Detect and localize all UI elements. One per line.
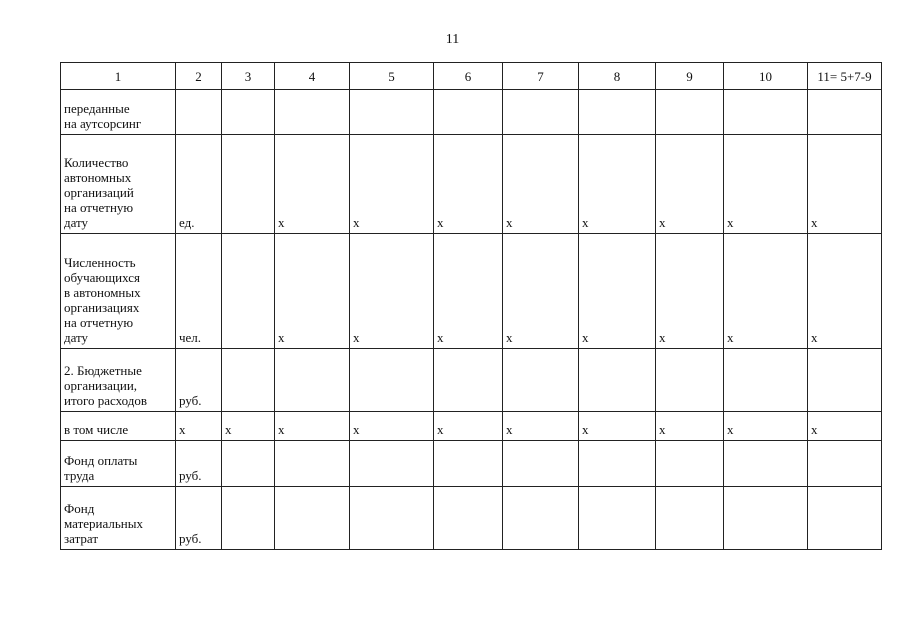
table-row	[61, 349, 882, 412]
report-table	[60, 62, 882, 550]
table-cell	[656, 441, 724, 487]
table-cell	[222, 234, 275, 349]
col-header: 8	[579, 63, 656, 90]
table-cell	[724, 441, 808, 487]
table-cell: x	[808, 135, 882, 234]
col-header: 2	[176, 63, 222, 90]
table-cell	[434, 487, 503, 550]
table-cell	[222, 349, 275, 412]
table-cell	[350, 90, 434, 135]
table-cell: x	[579, 412, 656, 441]
table-cell	[222, 487, 275, 550]
table-cell	[275, 90, 350, 135]
col-header: 9	[656, 63, 724, 90]
table-cell	[434, 441, 503, 487]
row-label: Количество автономных организаций на отчетную дату	[61, 135, 176, 234]
table-cell: x	[503, 135, 579, 234]
table-cell: x	[176, 412, 222, 441]
table-cell: x	[222, 412, 275, 441]
table-cell: x	[275, 234, 350, 349]
table-body	[61, 90, 882, 550]
table-cell: руб.	[176, 441, 222, 487]
table-cell: x	[350, 412, 434, 441]
row-label: в том числе	[61, 412, 176, 441]
table-cell: x	[434, 234, 503, 349]
table-cell: x	[503, 412, 579, 441]
row-label: переданные на аутсорсинг	[61, 90, 176, 135]
table-cell	[275, 349, 350, 412]
col-header: 7	[503, 63, 579, 90]
table-cell	[176, 90, 222, 135]
table-cell: x	[579, 234, 656, 349]
col-header: 10	[724, 63, 808, 90]
table-cell: x	[350, 135, 434, 234]
table-row	[61, 234, 882, 349]
col-header: 6	[434, 63, 503, 90]
table-cell: руб.	[176, 487, 222, 550]
table-cell: x	[503, 234, 579, 349]
table-cell: x	[275, 412, 350, 441]
table-cell	[275, 441, 350, 487]
col-header: 4	[275, 63, 350, 90]
row-label: Фонд материальных затрат	[61, 487, 176, 550]
table-cell: x	[724, 234, 808, 349]
table-cell: x	[434, 135, 503, 234]
table-cell	[503, 90, 579, 135]
table-cell	[350, 349, 434, 412]
table-cell	[808, 487, 882, 550]
col-header: 11= 5+7-9	[808, 63, 882, 90]
table-cell: руб.	[176, 349, 222, 412]
table-cell: x	[275, 135, 350, 234]
table-row	[61, 441, 882, 487]
table-cell	[503, 487, 579, 550]
table-row	[61, 487, 882, 550]
table-cell: x	[724, 412, 808, 441]
row-label: Фонд оплаты труда	[61, 441, 176, 487]
table-row	[61, 135, 882, 234]
table-cell: x	[808, 234, 882, 349]
table-cell	[808, 349, 882, 412]
table-cell: x	[434, 412, 503, 441]
table-cell: x	[656, 412, 724, 441]
table-cell	[724, 349, 808, 412]
table-cell: x	[808, 412, 882, 441]
row-label: 2. Бюджетные организации, итого расходов	[61, 349, 176, 412]
table-cell	[808, 90, 882, 135]
table-cell	[503, 441, 579, 487]
table-row	[61, 90, 882, 135]
table-cell	[222, 441, 275, 487]
table-cell	[275, 487, 350, 550]
table-cell	[222, 90, 275, 135]
table-cell: x	[656, 234, 724, 349]
table-cell: x	[579, 135, 656, 234]
table-cell	[724, 90, 808, 135]
table-cell	[656, 487, 724, 550]
col-header: 1	[61, 63, 176, 90]
table-cell	[222, 135, 275, 234]
table-cell: чел.	[176, 234, 222, 349]
table-cell	[724, 487, 808, 550]
table-cell	[579, 487, 656, 550]
table-cell	[656, 349, 724, 412]
header-row	[61, 63, 882, 90]
col-header: 5	[350, 63, 434, 90]
table-cell	[579, 349, 656, 412]
table-cell	[350, 441, 434, 487]
col-header: 3	[222, 63, 275, 90]
table-cell: x	[724, 135, 808, 234]
table-cell	[350, 487, 434, 550]
table-cell: ед.	[176, 135, 222, 234]
table-cell	[503, 349, 579, 412]
table-cell	[579, 90, 656, 135]
table-cell: x	[656, 135, 724, 234]
table-cell	[808, 441, 882, 487]
table-cell	[434, 349, 503, 412]
table-cell: x	[350, 234, 434, 349]
page-number: 11	[445, 32, 460, 47]
table-cell	[434, 90, 503, 135]
table-cell	[579, 441, 656, 487]
row-label: Численность обучающихся в автономных организациях на отчетную дату	[61, 234, 176, 349]
table-cell	[656, 90, 724, 135]
table-row	[61, 412, 882, 441]
